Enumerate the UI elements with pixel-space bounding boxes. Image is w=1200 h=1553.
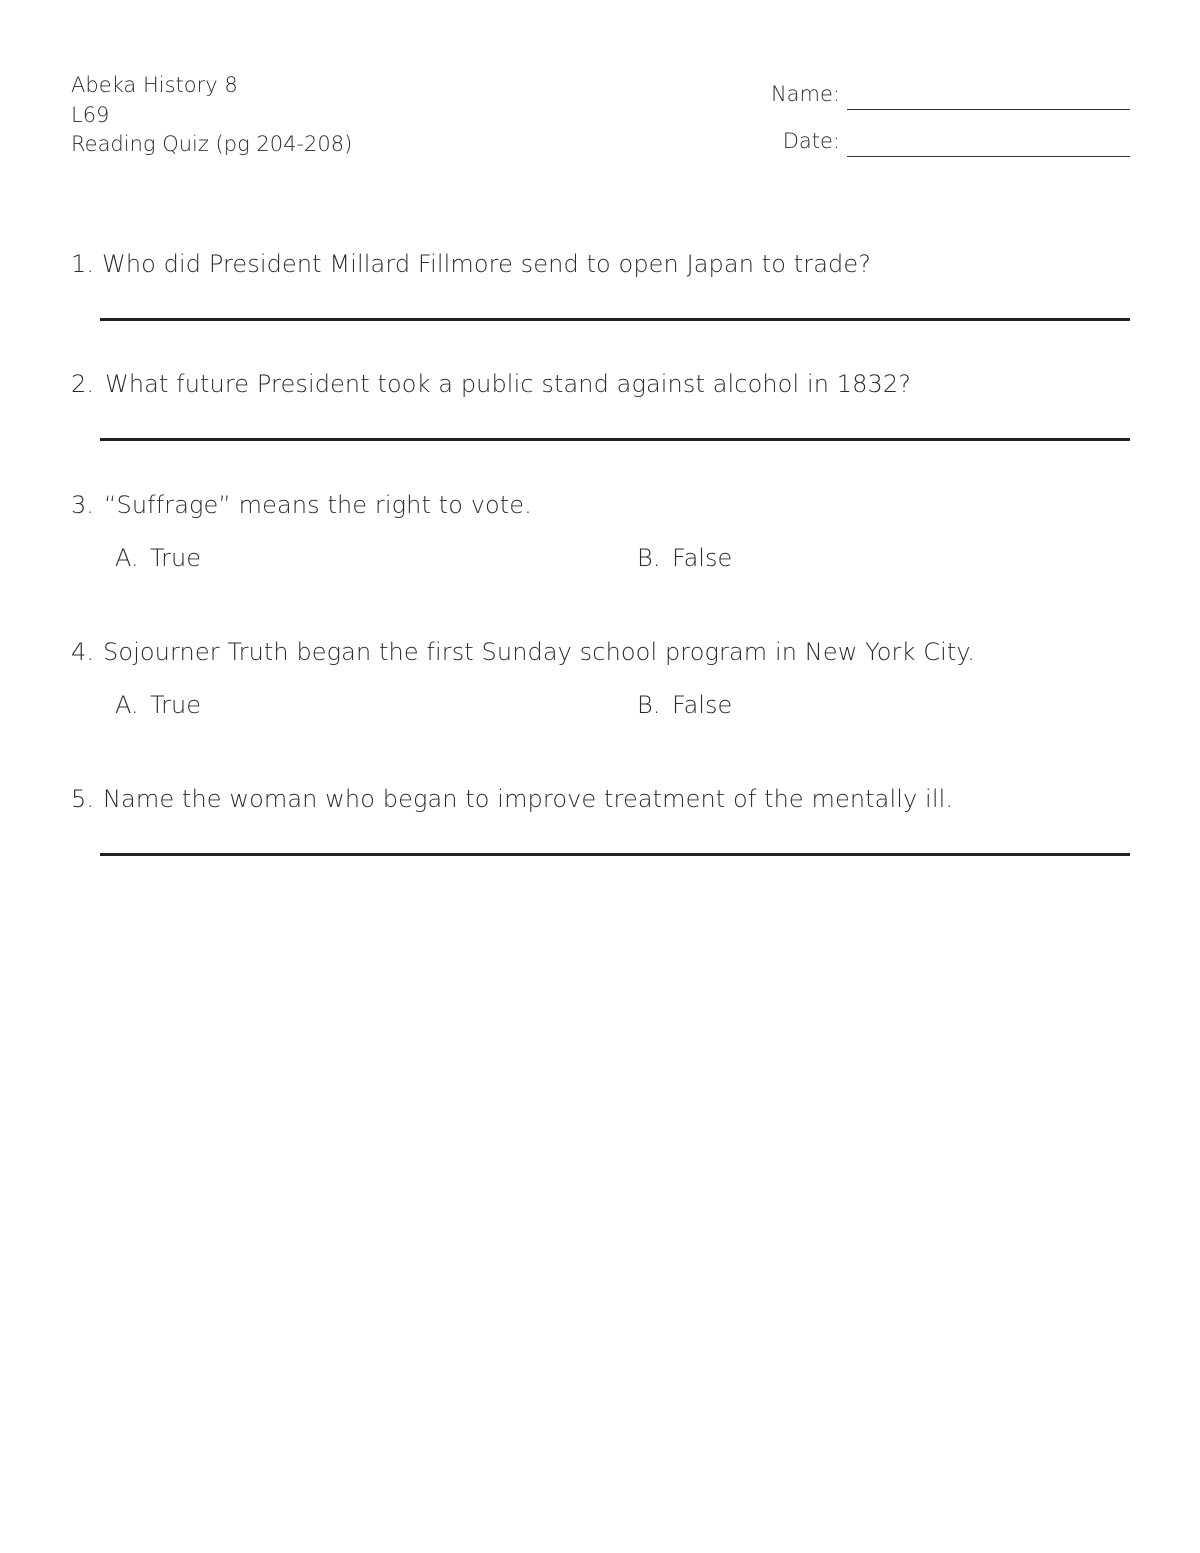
quiz-header xyxy=(71,71,352,160)
choice-b[interactable] xyxy=(637,544,732,572)
question-text: Who did President Millard Fillmore send to open Japan to trade? xyxy=(102,250,872,278)
answer-line-2[interactable] xyxy=(100,438,1130,441)
date-field-row xyxy=(700,119,1130,159)
answer-line-5[interactable] xyxy=(100,853,1130,856)
choice-letter: A. xyxy=(115,544,139,572)
question-3 xyxy=(71,491,532,519)
question-number: 3. xyxy=(71,491,95,519)
question-text: Sojourner Truth began the first Sunday school program in New York City. xyxy=(103,638,975,666)
question-2 xyxy=(71,370,911,398)
name-field-row xyxy=(700,72,1130,112)
choice-text: False xyxy=(672,544,733,572)
date-label: Date: xyxy=(782,129,840,153)
question-number: 5. xyxy=(71,785,95,813)
question-4 xyxy=(71,638,975,666)
question-1 xyxy=(71,250,871,278)
name-label: Name: xyxy=(770,82,840,106)
answer-line-1[interactable] xyxy=(100,318,1130,321)
question-text: What future President took a public stand against alcohol in 1832? xyxy=(105,370,912,398)
name-field[interactable] xyxy=(847,109,1130,110)
choice-text: True xyxy=(150,691,201,719)
choice-letter: B. xyxy=(637,544,661,572)
choice-text: True xyxy=(150,544,201,572)
choice-a[interactable] xyxy=(115,691,201,719)
question-text: Name the woman who began to improve treatment of the mentally ill. xyxy=(103,785,954,813)
choice-letter: A. xyxy=(115,691,139,719)
question-text: “Suffrage” means the right to vote. xyxy=(104,491,532,519)
choice-text: False xyxy=(672,691,733,719)
date-field[interactable] xyxy=(847,156,1130,157)
question-number: 4. xyxy=(71,638,95,666)
course-title: Abeka History 8 xyxy=(71,73,238,97)
choice-a[interactable] xyxy=(115,544,201,572)
quiz-title: Reading Quiz (pg 204-208) xyxy=(71,132,353,156)
choice-letter: B. xyxy=(637,691,661,719)
question-5 xyxy=(71,785,953,813)
question-number: 1. xyxy=(71,250,95,278)
choice-b[interactable] xyxy=(637,691,732,719)
lesson-number: L69 xyxy=(71,102,110,127)
question-number: 2. xyxy=(71,370,95,398)
